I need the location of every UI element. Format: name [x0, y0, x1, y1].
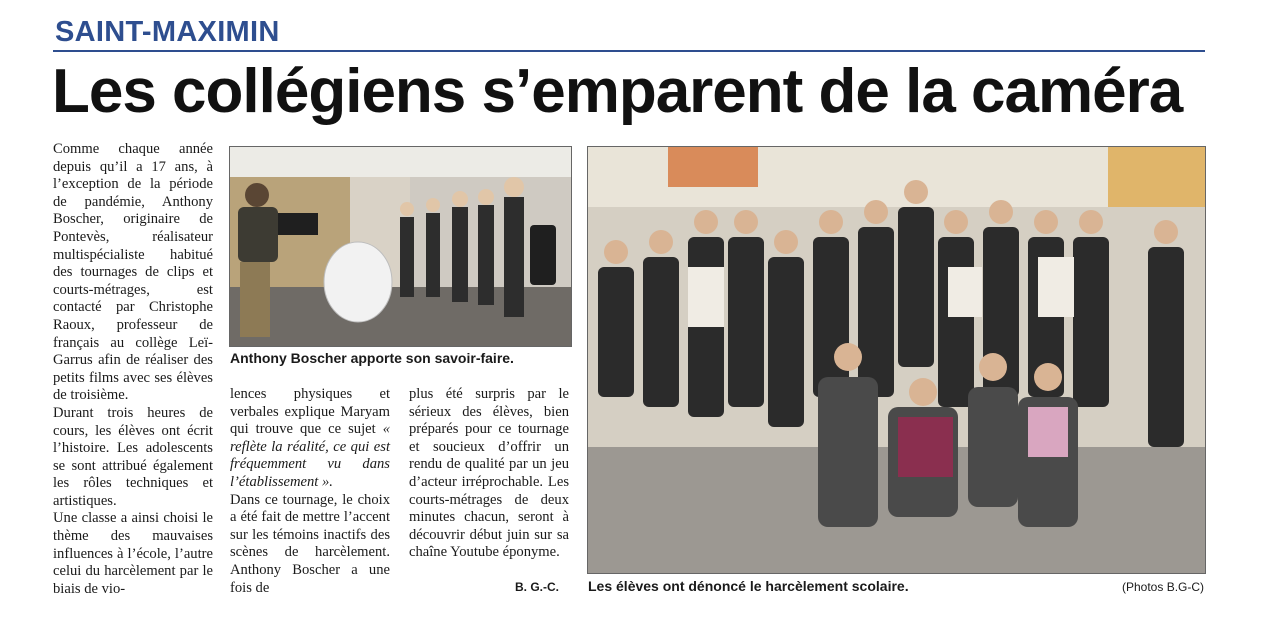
paragraph: Durant trois heures de cours, les élèves ont écrit l’histoire. Les adolescents se sont attribué également les rôles techniques et artistiques. [53, 404, 213, 509]
paragraph: plus été surpris par le sérieux des élèves, bien préparés pour ce tournage et soucieux d’offrir un rendu de qualité par un jeu d’acteur irréprochable. Les courts-métrages de deux minutes chacun, seront à découvrir début juin sur sa chaîne Youtube éponyme. [409, 386, 569, 561]
headline: Les collégiens s’emparent de la caméra [52, 57, 1183, 126]
photo-caption-filming: Anthony Boscher apporte son savoir-faire. [230, 350, 514, 366]
photo-group-illustration [588, 147, 1205, 573]
photo-filming [229, 146, 572, 347]
paragraph-text: lences physiques et verbales explique Maryam qui trouve que ce sujet [230, 386, 390, 438]
paragraph: Dans ce tournage, le choix a été fait de mettre l’accent sur les témoins inactifs des scènes de harcèlement. Anthony Boscher a une fois de [230, 491, 390, 596]
photo-caption-group: Les élèves ont dénoncé le harcèlement scolaire. [588, 578, 909, 594]
article-column-3 [409, 386, 569, 562]
paragraph: Une classe a ainsi choisi le thème des mauvaises influences à l’école, l’autre celui du harcèlement par le biais de vio- [53, 510, 213, 597]
paragraph [230, 386, 390, 492]
photo-filming-illustration [230, 147, 571, 346]
quote: « reflète la réalité, ce qui est fréquemment vu dans l’établissement ». [230, 421, 390, 490]
article-column-2 [230, 386, 390, 597]
photo-credit: (Photos B.G-C) [1122, 580, 1205, 594]
byline: B. G.-C. [515, 580, 559, 594]
article-column-1 [53, 141, 213, 598]
section-kicker: SAINT-MAXIMIN [55, 16, 280, 48]
kicker-rule [53, 50, 1205, 52]
photo-group [587, 146, 1206, 574]
paragraph: Comme chaque année depuis qu’il a 17 ans, à l’exception de la période de pandémie, Anthony Boscher, originaire de Pontevès, réalisateur multispécialiste habitué des tournages de clips et courts-métrages, est contacté par Christophe Raoux, professeur de français au collège Leï-Garrus afin de réaliser des petits films avec ses élèves de troisième. [53, 141, 213, 404]
